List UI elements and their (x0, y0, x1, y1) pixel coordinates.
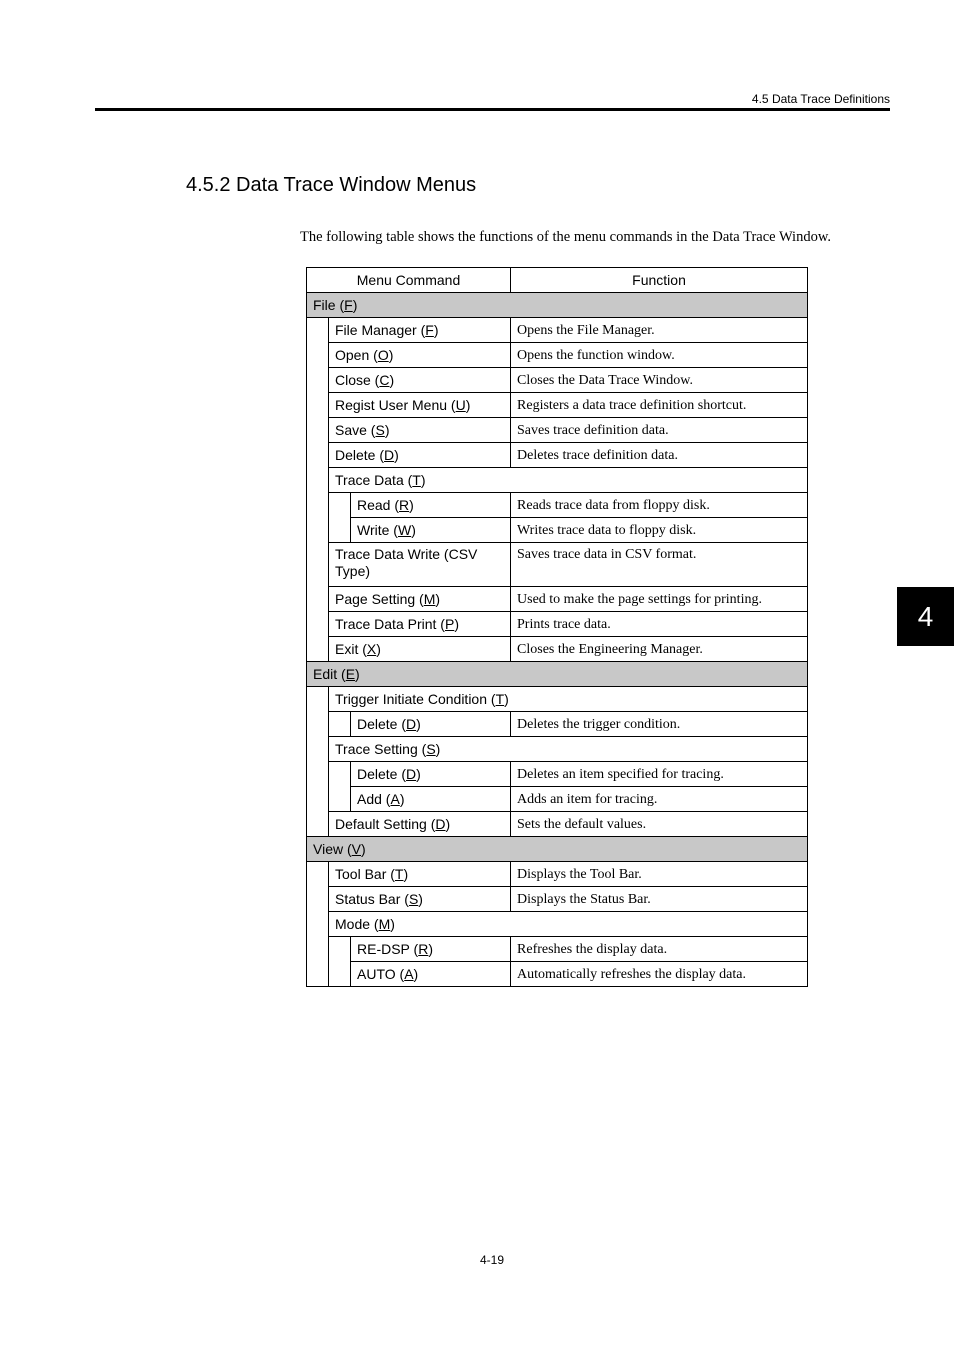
fn-regist-user-menu: Registers a data trace definition shortcut. (511, 393, 808, 418)
table-row (307, 443, 808, 468)
fn-trace-data-print: Prints trace data. (511, 612, 808, 637)
page-number: 4-19 (479, 1253, 505, 1267)
cmd-save: Save (S) (329, 418, 511, 443)
table-row (307, 912, 808, 937)
fn-open: Opens the function window. (511, 343, 808, 368)
cmd-default-setting: Default Setting (D) (329, 812, 511, 837)
fn-tool-bar: Displays the Tool Bar. (511, 862, 808, 887)
table-header-row (307, 268, 808, 293)
table-row (307, 962, 808, 987)
table-row (307, 762, 808, 787)
table-row (307, 368, 808, 393)
cmd-status-bar: Status Bar (S) (329, 887, 511, 912)
table-row (307, 518, 808, 543)
table-row (307, 393, 808, 418)
fn-status-bar: Displays the Status Bar. (511, 887, 808, 912)
cmd-exit: Exit (X) (329, 637, 511, 662)
cmd-trace-setting-delete: Delete (D) (351, 762, 511, 787)
table-row (307, 687, 808, 712)
table-row (307, 343, 808, 368)
fn-trace-setting-add: Adds an item for tracing. (511, 787, 808, 812)
fn-exit: Closes the Engineering Manager. (511, 637, 808, 662)
table-row (307, 862, 808, 887)
fn-save: Saves trace definition data. (511, 418, 808, 443)
fn-delete: Deletes trace definition data. (511, 443, 808, 468)
table-row (307, 937, 808, 962)
cmd-write: Write (W) (351, 518, 511, 543)
running-header: 4.5 Data Trace Definitions (751, 92, 890, 106)
table-row (307, 418, 808, 443)
cmd-page-setting: Page Setting (M) (329, 587, 511, 612)
table-row (307, 712, 808, 737)
col-header-command: Menu Command (307, 268, 511, 293)
fn-trace-data-write-csv: Saves trace data in CSV format. (511, 543, 808, 587)
fn-default-setting: Sets the default values. (511, 812, 808, 837)
cmd-mode: Mode (M) (329, 912, 808, 937)
fn-close: Closes the Data Trace Window. (511, 368, 808, 393)
table-row (307, 468, 808, 493)
cmd-read: Read (R) (351, 493, 511, 518)
group-view: View (V) (307, 837, 808, 862)
fn-trace-setting-delete: Deletes an item specified for tracing. (511, 762, 808, 787)
table-row (307, 612, 808, 637)
table-row (307, 637, 808, 662)
fn-read: Reads trace data from floppy disk. (511, 493, 808, 518)
cmd-trace-data-write-csv: Trace Data Write (CSV Type) (329, 543, 511, 587)
group-row-file (307, 293, 808, 318)
menu-command-table (306, 267, 808, 987)
cmd-trigger-initiate-condition: Trigger Initiate Condition (T) (329, 687, 808, 712)
header-rule (95, 108, 890, 111)
table-row (307, 887, 808, 912)
table-row (307, 787, 808, 812)
section-title: 4.5.2 Data Trace Window Menus (186, 174, 477, 196)
intro-paragraph: The following table shows the functions of the menu commands in the Data Trace Window. (300, 229, 831, 245)
chapter-tab: 4 (897, 587, 954, 646)
fn-re-dsp: Refreshes the display data. (511, 937, 808, 962)
group-row-view (307, 837, 808, 862)
cmd-trace-data-print: Trace Data Print (P) (329, 612, 511, 637)
table-row (307, 737, 808, 762)
cmd-tool-bar: Tool Bar (T) (329, 862, 511, 887)
fn-trigger-delete: Deletes the trigger condition. (511, 712, 808, 737)
fn-write: Writes trace data to floppy disk. (511, 518, 808, 543)
table-row (307, 543, 808, 587)
cmd-delete: Delete (D) (329, 443, 511, 468)
cmd-trigger-delete: Delete (D) (351, 712, 511, 737)
cmd-trace-setting: Trace Setting (S) (329, 737, 808, 762)
cmd-regist-user-menu: Regist User Menu (U) (329, 393, 511, 418)
fn-file-manager: Opens the File Manager. (511, 318, 808, 343)
fn-page-setting: Used to make the page settings for printing. (511, 587, 808, 612)
col-header-function: Function (511, 268, 808, 293)
table-row (307, 318, 808, 343)
group-edit: Edit (E) (307, 662, 808, 687)
cmd-close: Close (C) (329, 368, 511, 393)
cmd-file-manager: File Manager (F) (329, 318, 511, 343)
group-row-edit (307, 662, 808, 687)
table-row (307, 493, 808, 518)
cmd-trace-setting-add: Add (A) (351, 787, 511, 812)
cmd-trace-data: Trace Data (T) (329, 468, 808, 493)
table-row (307, 587, 808, 612)
cmd-re-dsp: RE-DSP (R) (351, 937, 511, 962)
fn-auto: Automatically refreshes the display data. (511, 962, 808, 987)
cmd-auto: AUTO (A) (351, 962, 511, 987)
cmd-open: Open (O) (329, 343, 511, 368)
table-row (307, 812, 808, 837)
group-file: File (F) (307, 293, 808, 318)
